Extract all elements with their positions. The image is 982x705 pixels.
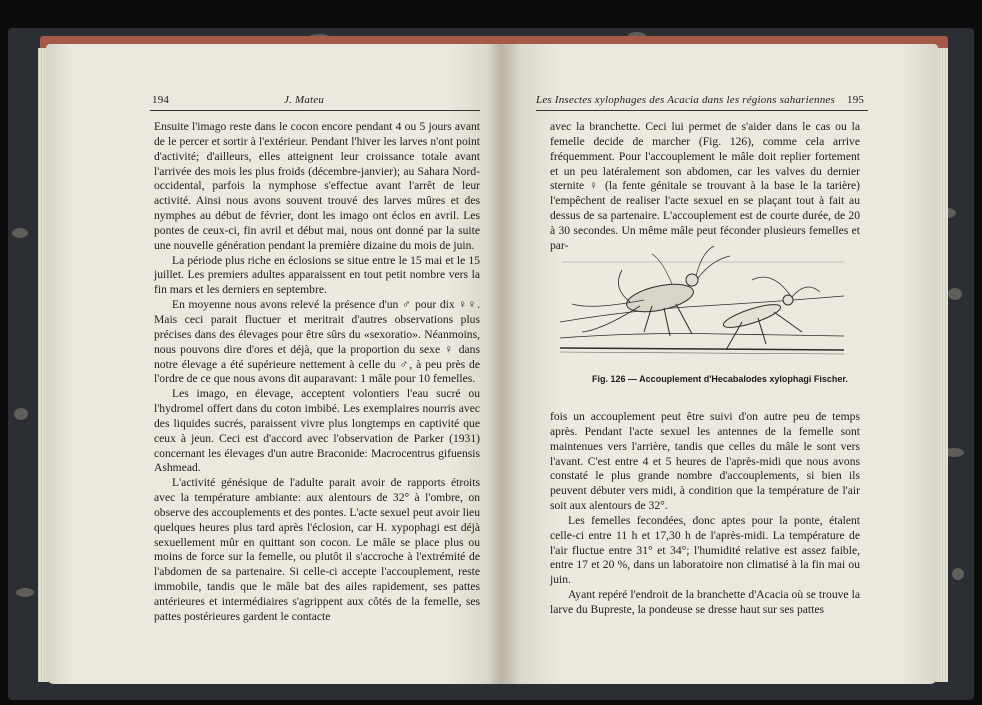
paragraph: Ensuite l'imago reste dans le cocon encore pendant 4 ou 5 jours avant de le percer et sortir à l'extérieur. Pendant l'hiver les larves n'ont point d'activité; d'ailleurs, elles atteignent leur croissance totale avant l'arrivée des mois les plus froids (décembre-janvier); au Sahara Nord-occidental, parfois la nymphose s'effectue avant l'arrêt de leur activité. Ainsi nous avons souvent trouvé des larves mûres et des nymphes au début de février, dont les imago ont éclos en avril. Les pontes de ceux-ci, fin avril et début mai, nous ont donné par la suite une nouvelle génération pendant la première dizaine du mois de juin. — [154, 120, 480, 252]
running-head: J. Mateu — [284, 94, 325, 106]
page-number: 195 — [847, 94, 865, 106]
header-rule — [150, 110, 480, 111]
right-page — [502, 44, 938, 684]
paragraph: fois un accouplement peut être suivi d'on autre peu de temps après. Pendant l'acte sexuel les antennes de la femelle sont maintenues vers l'arrière, tandis que celles du mâle le sont vers l'avant. C'est entre 4 et 5 heures de l'après-midi que nous avons constaté le plus grande nombre d'accouplements, si bien ils peuvent débuter vers midi, à condition que la température de l'air soit aux alentours de 32°. — [550, 410, 860, 513]
paragraph: La période plus riche en éclosions se situe entre le 15 mai et le 15 juillet. Les premiers adultes apparaissent en tout petit nombre vers la fin mars et les derniers en septembre. — [154, 253, 480, 297]
insect-mating-illustration — [552, 240, 852, 360]
header-rule — [536, 110, 868, 111]
page-number: 194 — [152, 94, 170, 106]
left-page — [46, 44, 502, 684]
figure-caption: Fig. 126 — Accouplement d'Hecabalodes xylophagi Fischer. — [592, 374, 848, 384]
paragraph: Les femelles fecondées, donc aptes pour la ponte, étalent celle-ci entre 11 h et 17,30 h de l'après-midi. La température de l'air fluctue entre 31° et 34°; l'humidité relative est assez faible, entre 17 et 20 %, dans un laboratoire non climatisé à la fin mai ou juin. — [550, 513, 860, 587]
paragraph: En moyenne nous avons relevé la présence d'un ♂ pour dix ♀♀. Mais ceci parait fluctuer et meritrait d'autres observations plus précises dans des élevages pour être sûrs du «sexoratio». Néanmoins, nous pouvons dire d'ores et déjà, que la proportion du sexe ♀ dans notre élevage a été supérieure nettement à celle du ♂, à peu près de l'ordre de ce que nous avons dit auparavant: 1 mâle pour 10 femelles. — [154, 298, 480, 386]
paragraph: L'activité génésique de l'adulte parait avoir de rapports étroits avec la température ambiante: aux alentours de 32° à l'ombre, on observe des accouplements et des pontes. L'acte sexuel peut avoir lieu quelques heures plus tard après l'éclosion, car H. xypophagi est déjà sexuellement mûr en quittant son cocon. Le mâle se place plus ou moins de force sur la femelle, ou plutôt il s'accroche à l'extrémité de l'abdomen de sa partenaire. Si celle-ci accepte l'accouplement, reste immobile, tandis que le mâle bat des ailes rapidement, ses pattes antérieures et intermédiaires s'agrippent aux côtés de la femelle, ses pattes postérieures gardent le contacte — [154, 476, 480, 623]
right-body-text-top — [550, 120, 860, 254]
left-body-text — [154, 120, 480, 625]
paragraph: avec la branchette. Ceci lui permet de s'aider dans le cas ou la femelle decide de marcher (Fig. 126), comme cela arrive fréquemment. Pour l'accouplement le mâle doit replier fortement et un peu latéralement son abdomen, car les valves du dernier sternite ♀ (la fente génitale se trouvant à la base le la tarière) l'empêchent de realiser l'acte sexuel en se plaçant tout à fait au dessus de sa partenaire. L'accouplement est de courte durée, de 20 à 30 secondes. Un même mâle peut féconder plusieurs femelles et par- — [550, 120, 860, 252]
paragraph: Les imago, en élevage, acceptent volontiers l'eau sucré ou l'hydromel offert dans du coton imbibé. Les exemplaires nourris avec des liquides sucrés, paraissent vivre plus longtemps en captivité que ceux à jeun. Ceci est d'accord avec l'observation de Parker (1931) concernant les élevages d'un autre Braconide: Macrocentrus gifuensis Ashmead. — [154, 387, 480, 475]
running-head: Les Insectes xylophages des Acacia dans les régions sahariennes — [536, 94, 835, 106]
paragraph: Ayant repéré l'endroit de la branchette d'Acacia où se trouve la larve du Bupreste, la pondeuse se dresse haut sur ses pattes — [550, 588, 860, 616]
right-body-text-bottom — [550, 410, 860, 618]
